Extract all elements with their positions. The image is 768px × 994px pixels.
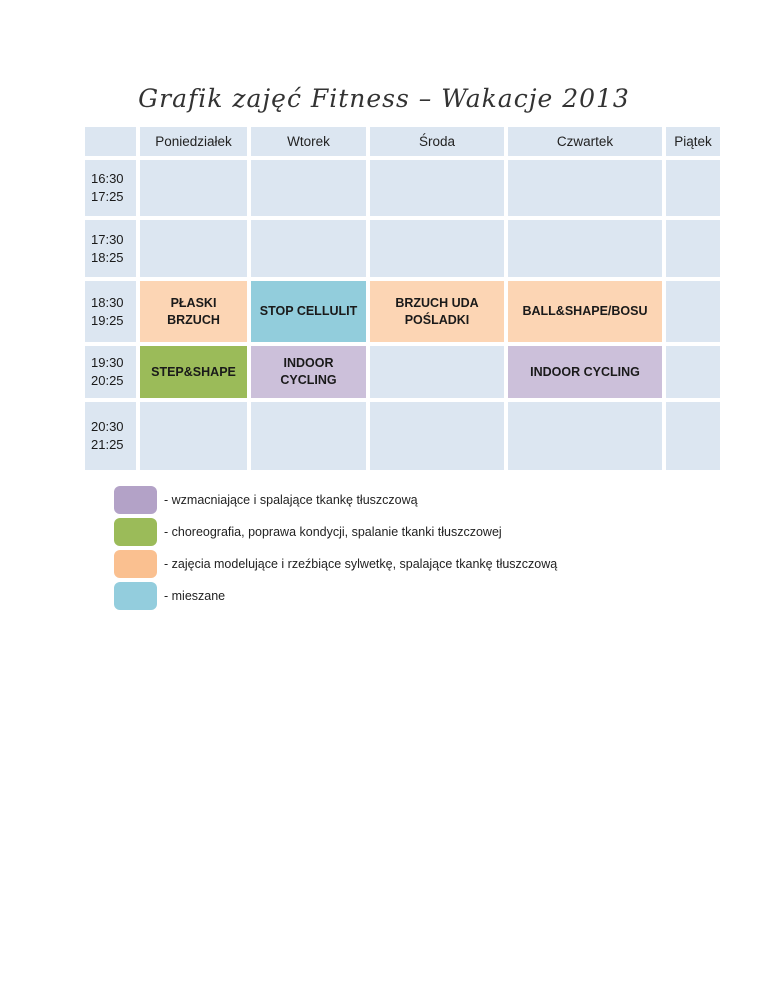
schedule-cell (370, 220, 504, 277)
time-slot-1: 16:30 17:25 (85, 160, 136, 216)
legend (114, 484, 557, 612)
day-header-friday: Piątek (666, 127, 720, 156)
day-header-thursday: Czwartek (508, 127, 662, 156)
legend-label: - mieszane (164, 589, 226, 603)
schedule-cell (370, 160, 504, 216)
schedule-cell (251, 402, 366, 470)
legend-label: - choreografia, poprawa kondycji, spalanie tkanki tłuszczowej (164, 525, 502, 539)
schedule-cell (508, 160, 662, 216)
schedule-cell (370, 346, 504, 398)
schedule-cell (140, 402, 247, 470)
legend-swatch-blue (114, 582, 157, 610)
day-header-wednesday: Środa (370, 127, 504, 156)
legend-label: - zajęcia modelujące i rzeźbiące sylwetkę, spalające tkankę tłuszczową (164, 557, 558, 571)
legend-swatch-purple (114, 486, 157, 514)
schedule-cell (251, 220, 366, 277)
schedule-cell (666, 346, 720, 398)
legend-swatch-orange (114, 550, 157, 578)
time-slot-3: 18:30 19:25 (85, 281, 136, 342)
time-slot-5: 20:30 21:25 (85, 402, 136, 470)
legend-swatch-green (114, 518, 157, 546)
schedule-cell (666, 402, 720, 470)
schedule-cell (370, 402, 504, 470)
class-step-shape: STEP&SHAPE (140, 346, 247, 398)
schedule-cell (666, 160, 720, 216)
schedule-cell (508, 220, 662, 277)
time-slot-4: 19:30 20:25 (85, 346, 136, 398)
day-header-monday: Poniedziałek (140, 127, 247, 156)
legend-item-blue (114, 580, 557, 612)
legend-item-green (114, 516, 557, 548)
class-indoor-cycling-thursday: INDOOR CYCLING (508, 346, 662, 398)
time-slot-2: 17:30 18:25 (85, 220, 136, 277)
schedule-cell (140, 160, 247, 216)
corner-cell (85, 127, 136, 156)
class-stop-cellulit: STOP CELLULIT (251, 281, 366, 342)
day-header-tuesday: Wtorek (251, 127, 366, 156)
class-brzuch-uda-posladki: BRZUCH UDA POŚLADKI (370, 281, 504, 342)
legend-item-purple (114, 484, 557, 516)
legend-label: - wzmacniające i spalające tkankę tłuszczową (164, 493, 418, 507)
schedule-cell (140, 220, 247, 277)
schedule-table (85, 127, 720, 470)
schedule-cell (508, 402, 662, 470)
legend-item-orange (114, 548, 557, 580)
schedule-cell (251, 160, 366, 216)
class-plaski-brzuch: PŁASKI BRZUCH (140, 281, 247, 342)
page-title: Grafik zajęć Fitness – Wakacje 2013 (138, 84, 630, 113)
class-indoor-cycling-tuesday: INDOOR CYCLING (251, 346, 366, 398)
schedule-cell (666, 281, 720, 342)
schedule-cell (666, 220, 720, 277)
class-ball-shape-bosu: BALL&SHAPE/BOSU (508, 281, 662, 342)
